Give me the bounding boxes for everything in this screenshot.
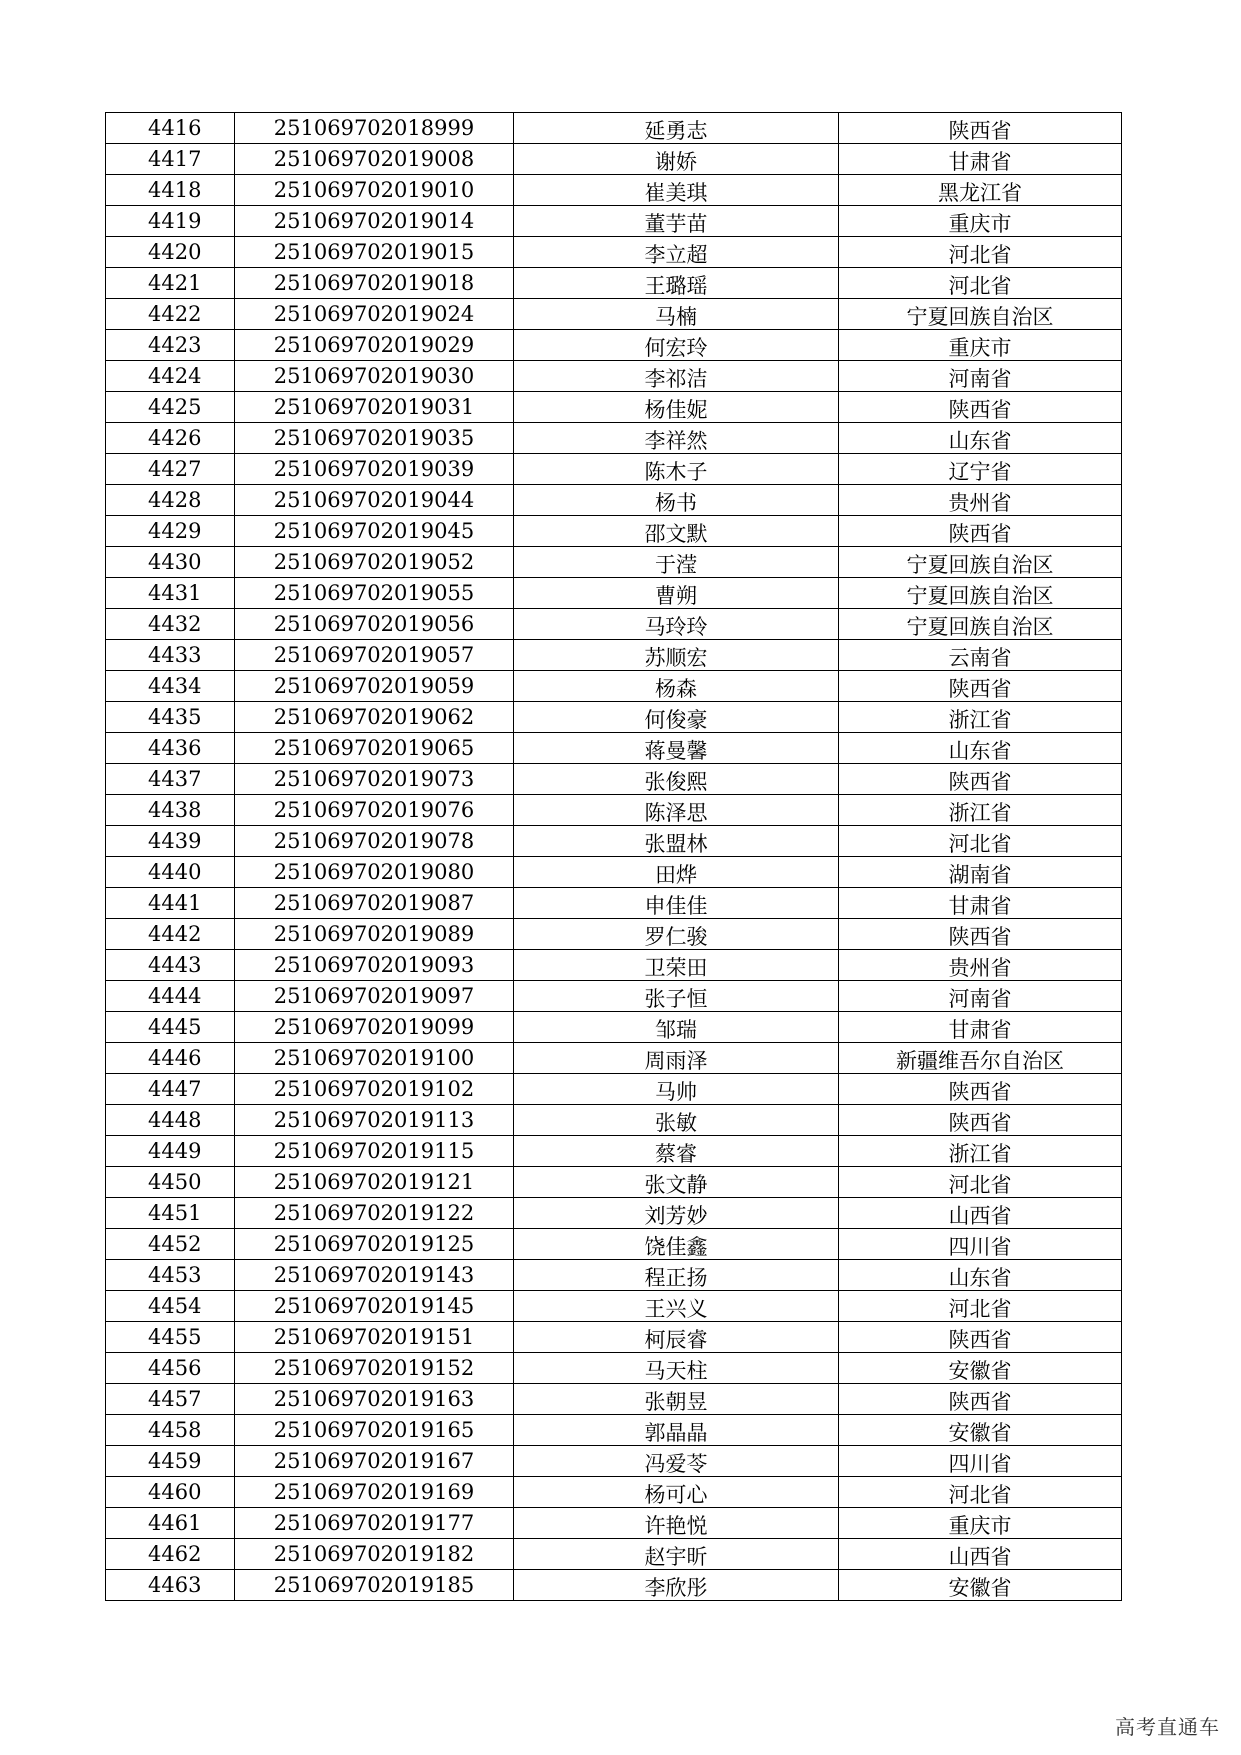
- table-row: [106, 919, 1122, 950]
- table-row: [106, 299, 1122, 330]
- name-cell: 饶佳鑫: [514, 1229, 839, 1260]
- table-row: [106, 826, 1122, 857]
- exam-id-cell: 251069702019163: [235, 1384, 514, 1415]
- exam-id-cell: 251069702019015: [235, 237, 514, 268]
- province-cell: 浙江省: [839, 702, 1122, 733]
- table-row: [106, 1539, 1122, 1570]
- table-row: [106, 702, 1122, 733]
- province-cell: 宁夏回族自治区: [839, 547, 1122, 578]
- name-cell: 张敏: [514, 1105, 839, 1136]
- name-cell: 张文静: [514, 1167, 839, 1198]
- table-row: [106, 950, 1122, 981]
- table-row: [106, 1260, 1122, 1291]
- row-number-cell: 4429: [106, 516, 235, 547]
- province-cell: 重庆市: [839, 206, 1122, 237]
- row-number-cell: 4437: [106, 764, 235, 795]
- province-cell: 陕西省: [839, 1074, 1122, 1105]
- exam-id-cell: 251069702019182: [235, 1539, 514, 1570]
- name-cell: 杨佳妮: [514, 392, 839, 423]
- table-row: [106, 640, 1122, 671]
- province-cell: 河南省: [839, 361, 1122, 392]
- exam-id-cell: 251069702019018: [235, 268, 514, 299]
- province-cell: 湖南省: [839, 857, 1122, 888]
- table-row: [106, 1291, 1122, 1322]
- exam-id-cell: 251069702019125: [235, 1229, 514, 1260]
- province-cell: 四川省: [839, 1446, 1122, 1477]
- table-row: [106, 547, 1122, 578]
- table-row: [106, 1508, 1122, 1539]
- table-row: [106, 1167, 1122, 1198]
- row-number-cell: 4436: [106, 733, 235, 764]
- table-row: [106, 1446, 1122, 1477]
- exam-id-cell: 251069702019151: [235, 1322, 514, 1353]
- province-cell: 陕西省: [839, 1322, 1122, 1353]
- province-cell: 辽宁省: [839, 454, 1122, 485]
- table-row: [106, 1074, 1122, 1105]
- table-row: [106, 795, 1122, 826]
- exam-id-cell: 251069702019145: [235, 1291, 514, 1322]
- row-number-cell: 4460: [106, 1477, 235, 1508]
- province-cell: 山西省: [839, 1539, 1122, 1570]
- province-cell: 陕西省: [839, 1384, 1122, 1415]
- roster-table-body: [106, 113, 1122, 1601]
- province-cell: 山东省: [839, 1260, 1122, 1291]
- exam-id-cell: 251069702019052: [235, 547, 514, 578]
- row-number-cell: 4463: [106, 1570, 235, 1601]
- row-number-cell: 4422: [106, 299, 235, 330]
- name-cell: 延勇志: [514, 113, 839, 144]
- name-cell: 曹朔: [514, 578, 839, 609]
- province-cell: 陕西省: [839, 1105, 1122, 1136]
- name-cell: 田烨: [514, 857, 839, 888]
- name-cell: 马天柱: [514, 1353, 839, 1384]
- exam-id-cell: 251069702019100: [235, 1043, 514, 1074]
- province-cell: 重庆市: [839, 330, 1122, 361]
- row-number-cell: 4431: [106, 578, 235, 609]
- name-cell: 杨书: [514, 485, 839, 516]
- province-cell: 陕西省: [839, 516, 1122, 547]
- exam-id-cell: 251069702019065: [235, 733, 514, 764]
- row-number-cell: 4417: [106, 144, 235, 175]
- row-number-cell: 4440: [106, 857, 235, 888]
- exam-id-cell: 251069702019076: [235, 795, 514, 826]
- table-row: [106, 1384, 1122, 1415]
- table-row: [106, 671, 1122, 702]
- table-row: [106, 361, 1122, 392]
- province-cell: 陕西省: [839, 671, 1122, 702]
- row-number-cell: 4453: [106, 1260, 235, 1291]
- name-cell: 董芋苗: [514, 206, 839, 237]
- row-number-cell: 4455: [106, 1322, 235, 1353]
- table-row: [106, 175, 1122, 206]
- table-row: [106, 144, 1122, 175]
- row-number-cell: 4445: [106, 1012, 235, 1043]
- table-row: [106, 206, 1122, 237]
- table-row: [106, 857, 1122, 888]
- row-number-cell: 4451: [106, 1198, 235, 1229]
- row-number-cell: 4418: [106, 175, 235, 206]
- row-number-cell: 4423: [106, 330, 235, 361]
- province-cell: 浙江省: [839, 795, 1122, 826]
- exam-id-cell: 251069702019008: [235, 144, 514, 175]
- province-cell: 安徽省: [839, 1353, 1122, 1384]
- province-cell: 四川省: [839, 1229, 1122, 1260]
- exam-id-cell: 251069702019010: [235, 175, 514, 206]
- name-cell: 王璐瑶: [514, 268, 839, 299]
- table-row: [106, 1477, 1122, 1508]
- exam-id-cell: 251069702019045: [235, 516, 514, 547]
- table-row: [106, 1415, 1122, 1446]
- exam-id-cell: 251069702019122: [235, 1198, 514, 1229]
- name-cell: 崔美琪: [514, 175, 839, 206]
- name-cell: 程正扬: [514, 1260, 839, 1291]
- province-cell: 甘肃省: [839, 144, 1122, 175]
- row-number-cell: 4446: [106, 1043, 235, 1074]
- name-cell: 苏顺宏: [514, 640, 839, 671]
- row-number-cell: 4421: [106, 268, 235, 299]
- table-row: [106, 1105, 1122, 1136]
- row-number-cell: 4444: [106, 981, 235, 1012]
- exam-id-cell: 251069702019073: [235, 764, 514, 795]
- exam-id-cell: 251069702019014: [235, 206, 514, 237]
- row-number-cell: 4442: [106, 919, 235, 950]
- name-cell: 李祥然: [514, 423, 839, 454]
- table-row: [106, 1198, 1122, 1229]
- exam-id-cell: 251069702019029: [235, 330, 514, 361]
- name-cell: 杨森: [514, 671, 839, 702]
- province-cell: 宁夏回族自治区: [839, 578, 1122, 609]
- name-cell: 申佳佳: [514, 888, 839, 919]
- name-cell: 李立超: [514, 237, 839, 268]
- name-cell: 马帅: [514, 1074, 839, 1105]
- province-cell: 云南省: [839, 640, 1122, 671]
- name-cell: 马玲玲: [514, 609, 839, 640]
- table-row: [106, 578, 1122, 609]
- name-cell: 柯辰睿: [514, 1322, 839, 1353]
- name-cell: 何宏玲: [514, 330, 839, 361]
- province-cell: 山西省: [839, 1198, 1122, 1229]
- exam-id-cell: 251069702019078: [235, 826, 514, 857]
- exam-id-cell: 251069702019097: [235, 981, 514, 1012]
- exam-id-cell: 251069702019165: [235, 1415, 514, 1446]
- exam-id-cell: 251069702019062: [235, 702, 514, 733]
- province-cell: 河北省: [839, 1167, 1122, 1198]
- table-row: [106, 1043, 1122, 1074]
- name-cell: 张盟林: [514, 826, 839, 857]
- row-number-cell: 4462: [106, 1539, 235, 1570]
- row-number-cell: 4432: [106, 609, 235, 640]
- table-row: [106, 330, 1122, 361]
- table-row: [106, 888, 1122, 919]
- name-cell: 赵宇昕: [514, 1539, 839, 1570]
- name-cell: 周雨泽: [514, 1043, 839, 1074]
- name-cell: 何俊豪: [514, 702, 839, 733]
- province-cell: 甘肃省: [839, 888, 1122, 919]
- name-cell: 王兴义: [514, 1291, 839, 1322]
- row-number-cell: 4447: [106, 1074, 235, 1105]
- row-number-cell: 4439: [106, 826, 235, 857]
- name-cell: 陈泽思: [514, 795, 839, 826]
- exam-id-cell: 251069702019093: [235, 950, 514, 981]
- province-cell: 宁夏回族自治区: [839, 609, 1122, 640]
- row-number-cell: 4458: [106, 1415, 235, 1446]
- name-cell: 邹瑞: [514, 1012, 839, 1043]
- name-cell: 李祁洁: [514, 361, 839, 392]
- province-cell: 河北省: [839, 268, 1122, 299]
- table-row: [106, 1136, 1122, 1167]
- name-cell: 杨可心: [514, 1477, 839, 1508]
- exam-id-cell: 251069702019057: [235, 640, 514, 671]
- province-cell: 陕西省: [839, 113, 1122, 144]
- row-number-cell: 4459: [106, 1446, 235, 1477]
- row-number-cell: 4434: [106, 671, 235, 702]
- exam-id-cell: 251069702019185: [235, 1570, 514, 1601]
- exam-id-cell: 251069702019035: [235, 423, 514, 454]
- row-number-cell: 4430: [106, 547, 235, 578]
- name-cell: 谢娇: [514, 144, 839, 175]
- exam-id-cell: 251069702019080: [235, 857, 514, 888]
- province-cell: 河北省: [839, 826, 1122, 857]
- table-row: [106, 268, 1122, 299]
- row-number-cell: 4426: [106, 423, 235, 454]
- province-cell: 浙江省: [839, 1136, 1122, 1167]
- name-cell: 张朝昱: [514, 1384, 839, 1415]
- exam-id-cell: 251069702019039: [235, 454, 514, 485]
- table-row: [106, 1229, 1122, 1260]
- province-cell: 河南省: [839, 981, 1122, 1012]
- name-cell: 许艳悦: [514, 1508, 839, 1539]
- province-cell: 陕西省: [839, 392, 1122, 423]
- row-number-cell: 4441: [106, 888, 235, 919]
- table-row: [106, 454, 1122, 485]
- table-row: [106, 733, 1122, 764]
- exam-id-cell: 251069702019113: [235, 1105, 514, 1136]
- province-cell: 山东省: [839, 733, 1122, 764]
- name-cell: 马楠: [514, 299, 839, 330]
- exam-id-cell: 251069702018999: [235, 113, 514, 144]
- row-number-cell: 4428: [106, 485, 235, 516]
- name-cell: 刘芳妙: [514, 1198, 839, 1229]
- exam-id-cell: 251069702019087: [235, 888, 514, 919]
- name-cell: 张俊熙: [514, 764, 839, 795]
- row-number-cell: 4443: [106, 950, 235, 981]
- exam-id-cell: 251069702019115: [235, 1136, 514, 1167]
- province-cell: 山东省: [839, 423, 1122, 454]
- province-cell: 河北省: [839, 1291, 1122, 1322]
- province-cell: 河北省: [839, 237, 1122, 268]
- exam-id-cell: 251069702019024: [235, 299, 514, 330]
- table-row: [106, 1322, 1122, 1353]
- province-cell: 宁夏回族自治区: [839, 299, 1122, 330]
- row-number-cell: 4450: [106, 1167, 235, 1198]
- exam-id-cell: 251069702019152: [235, 1353, 514, 1384]
- row-number-cell: 4461: [106, 1508, 235, 1539]
- name-cell: 于滢: [514, 547, 839, 578]
- table-row: [106, 981, 1122, 1012]
- row-number-cell: 4456: [106, 1353, 235, 1384]
- row-number-cell: 4454: [106, 1291, 235, 1322]
- province-cell: 陕西省: [839, 764, 1122, 795]
- name-cell: 郭晶晶: [514, 1415, 839, 1446]
- row-number-cell: 4452: [106, 1229, 235, 1260]
- roster-table: [105, 112, 1122, 1601]
- province-cell: 贵州省: [839, 950, 1122, 981]
- name-cell: 张子恒: [514, 981, 839, 1012]
- row-number-cell: 4448: [106, 1105, 235, 1136]
- exam-id-cell: 251069702019167: [235, 1446, 514, 1477]
- table-row: [106, 113, 1122, 144]
- name-cell: 蔡睿: [514, 1136, 839, 1167]
- province-cell: 重庆市: [839, 1508, 1122, 1539]
- row-number-cell: 4438: [106, 795, 235, 826]
- exam-id-cell: 251069702019044: [235, 485, 514, 516]
- table-row: [106, 609, 1122, 640]
- name-cell: 邵文默: [514, 516, 839, 547]
- province-cell: 新疆维吾尔自治区: [839, 1043, 1122, 1074]
- exam-id-cell: 251069702019143: [235, 1260, 514, 1291]
- province-cell: 黑龙江省: [839, 175, 1122, 206]
- row-number-cell: 4416: [106, 113, 235, 144]
- table-row: [106, 516, 1122, 547]
- province-cell: 安徽省: [839, 1415, 1122, 1446]
- row-number-cell: 4449: [106, 1136, 235, 1167]
- row-number-cell: 4419: [106, 206, 235, 237]
- row-number-cell: 4457: [106, 1384, 235, 1415]
- table-row: [106, 764, 1122, 795]
- table-row: [106, 1570, 1122, 1601]
- name-cell: 陈木子: [514, 454, 839, 485]
- exam-id-cell: 251069702019055: [235, 578, 514, 609]
- exam-id-cell: 251069702019169: [235, 1477, 514, 1508]
- name-cell: 蒋曼馨: [514, 733, 839, 764]
- table-row: [106, 423, 1122, 454]
- name-cell: 李欣彤: [514, 1570, 839, 1601]
- row-number-cell: 4435: [106, 702, 235, 733]
- row-number-cell: 4425: [106, 392, 235, 423]
- table-row: [106, 1012, 1122, 1043]
- province-cell: 甘肃省: [839, 1012, 1122, 1043]
- row-number-cell: 4433: [106, 640, 235, 671]
- exam-id-cell: 251069702019102: [235, 1074, 514, 1105]
- table-row: [106, 1353, 1122, 1384]
- exam-id-cell: 251069702019056: [235, 609, 514, 640]
- province-cell: 河北省: [839, 1477, 1122, 1508]
- province-cell: 陕西省: [839, 919, 1122, 950]
- exam-id-cell: 251069702019089: [235, 919, 514, 950]
- watermark-text: 高考直通车: [1115, 1715, 1220, 1739]
- row-number-cell: 4427: [106, 454, 235, 485]
- exam-id-cell: 251069702019030: [235, 361, 514, 392]
- name-cell: 罗仁骏: [514, 919, 839, 950]
- province-cell: 贵州省: [839, 485, 1122, 516]
- row-number-cell: 4424: [106, 361, 235, 392]
- exam-id-cell: 251069702019059: [235, 671, 514, 702]
- table-row: [106, 392, 1122, 423]
- table-row: [106, 237, 1122, 268]
- name-cell: 卫荣田: [514, 950, 839, 981]
- province-cell: 安徽省: [839, 1570, 1122, 1601]
- exam-id-cell: 251069702019177: [235, 1508, 514, 1539]
- name-cell: 冯爱苓: [514, 1446, 839, 1477]
- exam-id-cell: 251069702019121: [235, 1167, 514, 1198]
- exam-id-cell: 251069702019031: [235, 392, 514, 423]
- exam-id-cell: 251069702019099: [235, 1012, 514, 1043]
- table-row: [106, 485, 1122, 516]
- row-number-cell: 4420: [106, 237, 235, 268]
